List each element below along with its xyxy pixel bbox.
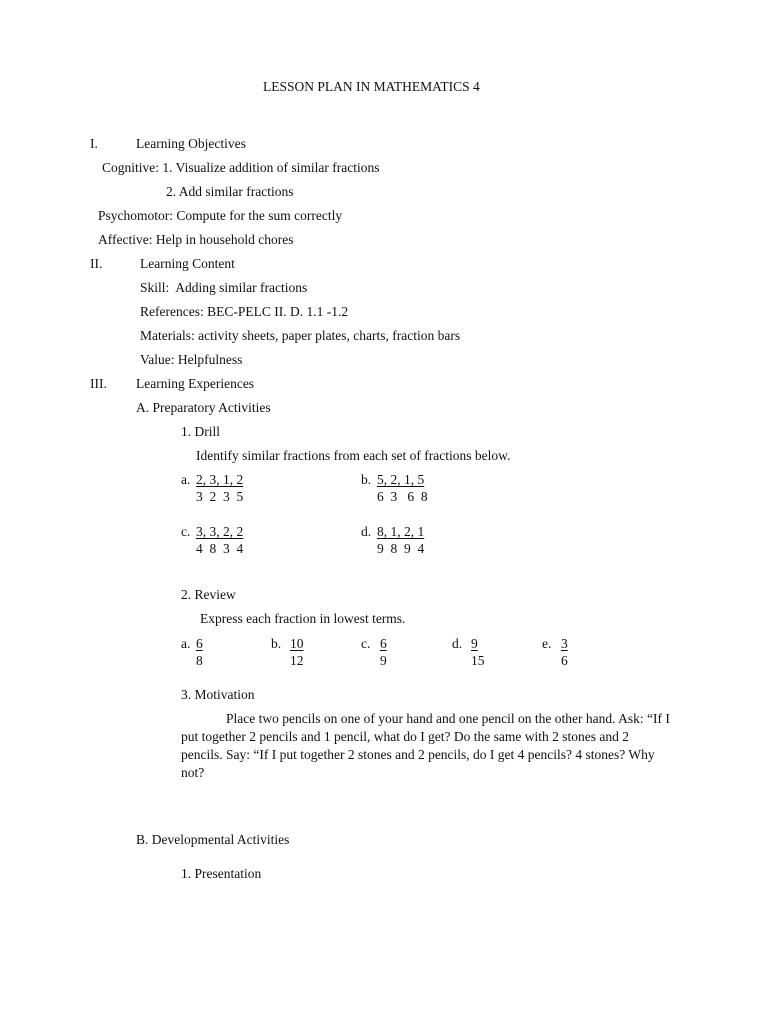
review-item-e-label: e.: [542, 636, 552, 651]
review-item-c-denominator: 9: [380, 653, 387, 668]
affective-objective: Affective: Help in household chores: [98, 232, 294, 247]
review-item-e-numerator: 3: [561, 636, 568, 651]
psychomotor-objective: Psychomotor: Compute for the sum correctly: [98, 208, 343, 223]
section-1-number: I.: [90, 136, 98, 151]
drill-set-b-numerators: 5, 2, 1, 5: [377, 472, 425, 487]
motivation-heading: 3. Motivation: [181, 687, 255, 702]
review-item-a-label: a.: [181, 636, 191, 651]
section-2-heading: Learning Content: [140, 256, 235, 271]
review-item-b-denominator: 12: [290, 653, 304, 668]
drill-set-a-numerators: 2, 3, 1, 2: [196, 472, 244, 487]
review-item-d-denominator: 15: [471, 653, 485, 668]
section-3-heading: Learning Experiences: [136, 376, 255, 391]
drill-set-c-label: c.: [181, 524, 191, 539]
preparatory-activities-heading: A. Preparatory Activities: [136, 400, 271, 415]
review-item-a-numerator: 6: [196, 636, 203, 651]
content-skill: Skill: Adding similar fractions: [140, 280, 308, 295]
content-materials: Materials: activity sheets, paper plates, charts, fraction bars: [140, 328, 461, 343]
review-instruction: Express each fraction in lowest terms.: [200, 611, 406, 626]
review-item-c-label: c.: [361, 636, 371, 651]
drill-set-c-numerators: 3, 3, 2, 2: [196, 524, 244, 539]
review-item-e-denominator: 6: [561, 653, 568, 668]
developmental-activities-heading: B. Developmental Activities: [136, 832, 290, 847]
review-item-b-label: b.: [271, 636, 282, 651]
drill-set-a-denominators: 3 2 3 5: [196, 489, 244, 504]
cognitive-objective-1: Cognitive: 1. Visualize addition of similar fractions: [102, 160, 380, 175]
drill-set-d-label: d.: [361, 524, 372, 539]
drill-set-b-label: b.: [361, 472, 372, 487]
review-item-b-numerator: 10: [290, 636, 304, 651]
review-heading: 2. Review: [181, 587, 236, 602]
content-references: References: BEC-PELC II. D. 1.1 -1.2: [140, 304, 349, 319]
section-1-heading: Learning Objectives: [136, 136, 246, 151]
drill-set-b-denominators: 6 3 6 8: [377, 489, 428, 504]
drill-set-c-denominators: 4 8 3 4: [196, 541, 244, 556]
motivation-text: Place two pencils on one of your hand and one pencil on the other hand. Ask: “If I put together 2 pencils and 1 pencil, what do I get? Do the same with 2 stones and 2 pencils. Say: “If I put together 2 stones and 2 pencils, do I get 4 pencils? 4 stones? Why not?: [181, 711, 670, 780]
presentation-heading: 1. Presentation: [181, 866, 262, 881]
page-title: LESSON PLAN IN MATHEMATICS 4: [263, 79, 480, 94]
drill-instruction: Identify similar fractions from each set of fractions below.: [196, 448, 511, 463]
review-item-d-numerator: 9: [471, 636, 478, 651]
section-2-number: II.: [90, 256, 103, 271]
drill-set-d-numerators: 8, 1, 2, 1: [377, 524, 425, 539]
drill-set-d-denominators: 9 8 9 4: [377, 541, 425, 556]
review-item-d-label: d.: [452, 636, 463, 651]
cognitive-objective-2: 2. Add similar fractions: [166, 184, 294, 199]
section-3-number: III.: [90, 376, 107, 391]
drill-heading: 1. Drill: [181, 424, 220, 439]
content-value: Value: Helpfulness: [140, 352, 243, 367]
review-item-a-denominator: 8: [196, 653, 203, 668]
drill-set-a-label: a.: [181, 472, 191, 487]
review-item-c-numerator: 6: [380, 636, 387, 651]
